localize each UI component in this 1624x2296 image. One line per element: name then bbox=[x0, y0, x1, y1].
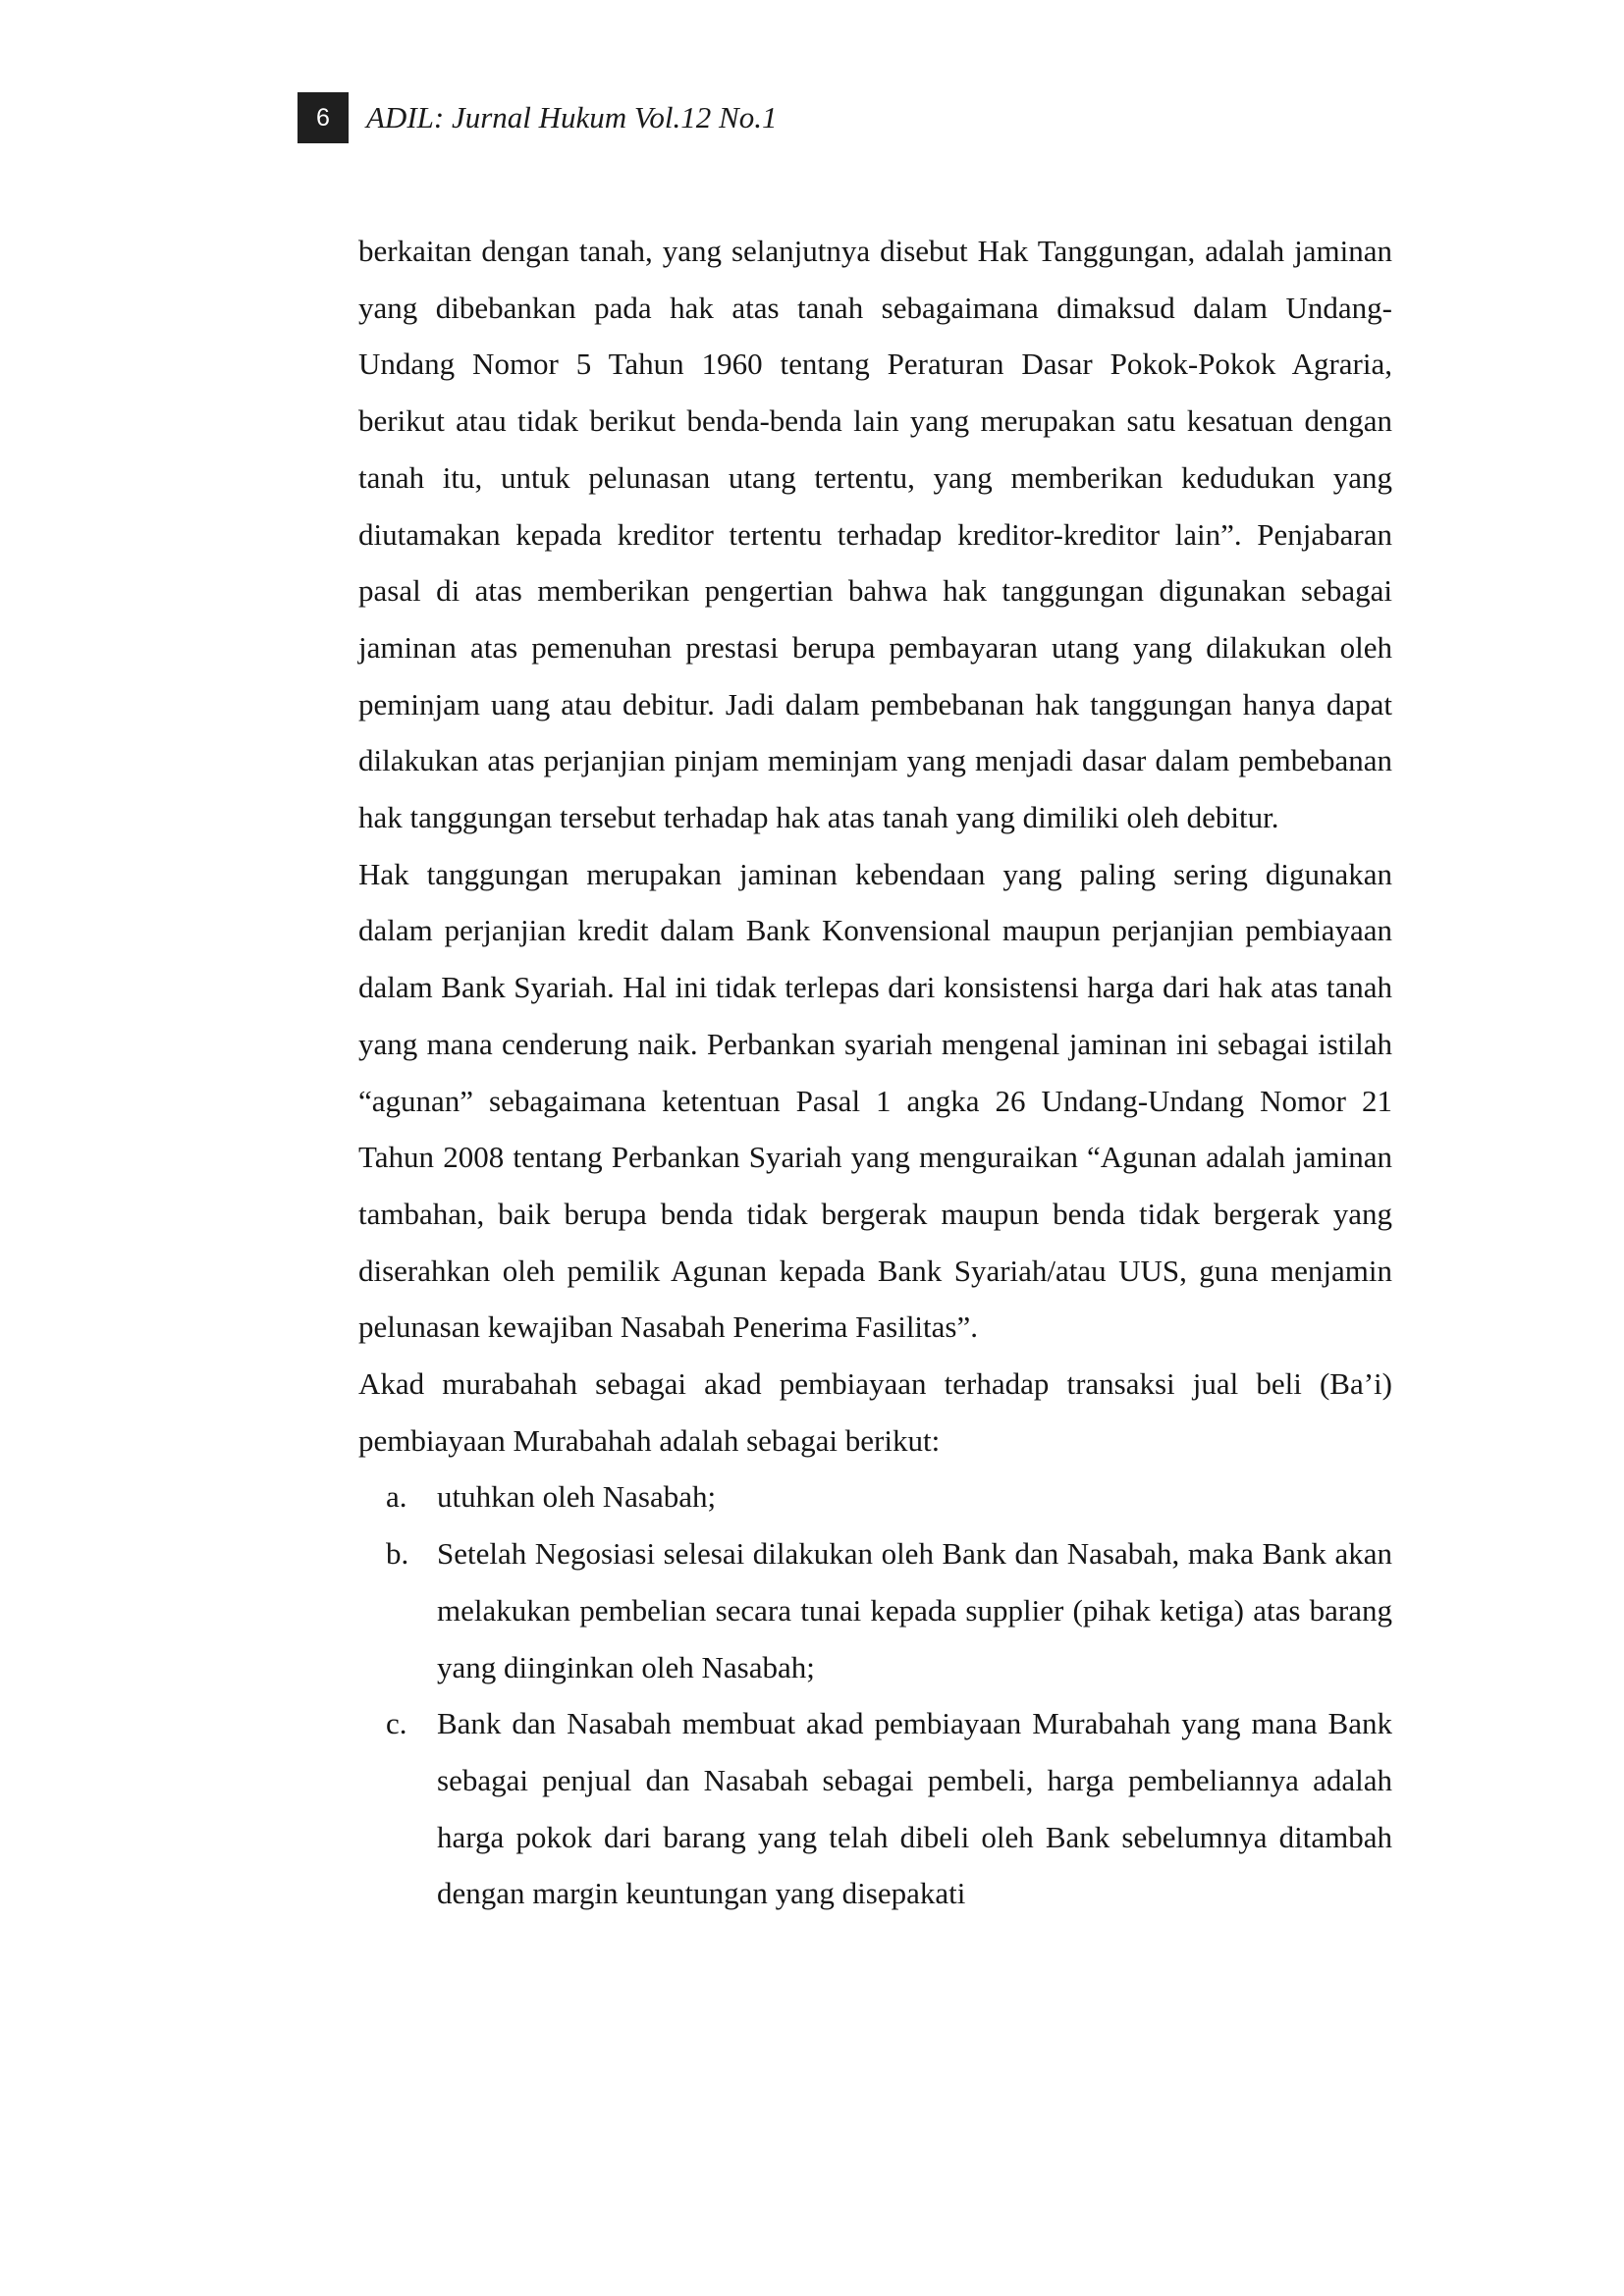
list-item-text: utuhkan oleh Nasabah; bbox=[437, 1479, 717, 1515]
list-item bbox=[358, 1468, 1392, 1525]
page-number: 6 bbox=[298, 92, 349, 143]
list-item-marker: c. bbox=[386, 1706, 407, 1741]
murabahah-steps-list bbox=[358, 1468, 1392, 1922]
body-text bbox=[358, 223, 1392, 1922]
list-item bbox=[358, 1525, 1392, 1695]
list-item-marker: b. bbox=[386, 1536, 409, 1572]
paragraph-3: Akad murabahah sebagai akad pembiayaan terhadap transaksi jual beli (Ba’i) pembiayaan Murabahah adalah sebagai berikut: bbox=[358, 1366, 1392, 1458]
list-item-marker: a. bbox=[386, 1479, 407, 1515]
page-header bbox=[298, 92, 777, 143]
list-item-text: Bank dan Nasabah membuat akad pembiayaan Murabahah yang mana Bank sebagai penjual dan Nasabah sebagai pembeli, harga pembeliannya adalah harga pokok dari barang yang telah dibeli oleh Bank sebelumnya ditambah dengan margin keuntungan yang disepakati bbox=[437, 1706, 1392, 1911]
journal-title: ADIL: Jurnal Hukum Vol.12 No.1 bbox=[366, 100, 778, 134]
paragraph-2: Hak tanggungan merupakan jaminan kebendaan yang paling sering digunakan dalam perjanjian kredit dalam Bank Konvensional maupun perjanjian pembiayaan dalam Bank Syariah. Hal ini tidak terlepas dari konsistensi harga dari hak atas tanah yang mana cenderung naik. Perbankan syariah mengenal jaminan ini sebagai istilah “agunan” sebagaimana ketentuan Pasal 1 angka 26 Undang-Undang Nomor 21 Tahun 2008 tentang Perbankan Syariah yang menguraikan “Agunan adalah jaminan tambahan, baik berupa benda tidak bergerak maupun benda tidak bergerak yang diserahkan oleh pemilik Agunan kepada Bank Syariah/atau UUS, guna menjamin pelunasan kewajiban Nasabah Penerima Fasilitas”. bbox=[358, 856, 1392, 1345]
list-item bbox=[358, 1695, 1392, 1922]
paragraph-1: berkaitan dengan tanah, yang selanjutnya disebut Hak Tanggungan, adalah jaminan yang dibebankan pada hak atas tanah sebagaimana dimaksud dalam Undang-Undang Nomor 5 Tahun 1960 tentang Peraturan Dasar Pokok-Pokok Agraria, berikut atau tidak berikut benda-benda lain yang merupakan satu kesatuan dengan tanah itu, untuk pelunasan utang tertentu, yang memberikan kedudukan yang diutamakan kepada kreditor tertentu terhadap kreditor-kreditor lain”. Penjabaran pasal di atas memberikan pengertian bahwa hak tanggungan digunakan sebagai jaminan atas pemenuhan prestasi berupa pembayaran utang yang dilakukan oleh peminjam uang atau debitur. Jadi dalam pembebanan hak tanggungan hanya dapat dilakukan atas perjanjian pinjam meminjam yang menjadi dasar dalam pembebanan hak tanggungan tersebut terhadap hak atas tanah yang dimiliki oleh debitur. bbox=[358, 234, 1392, 835]
list-item-text: Setelah Negosiasi selesai dilakukan oleh Bank dan Nasabah, maka Bank akan melakukan pembelian secara tunai kepada supplier (pihak ketiga) atas barang yang diinginkan oleh Nasabah; bbox=[437, 1536, 1392, 1684]
